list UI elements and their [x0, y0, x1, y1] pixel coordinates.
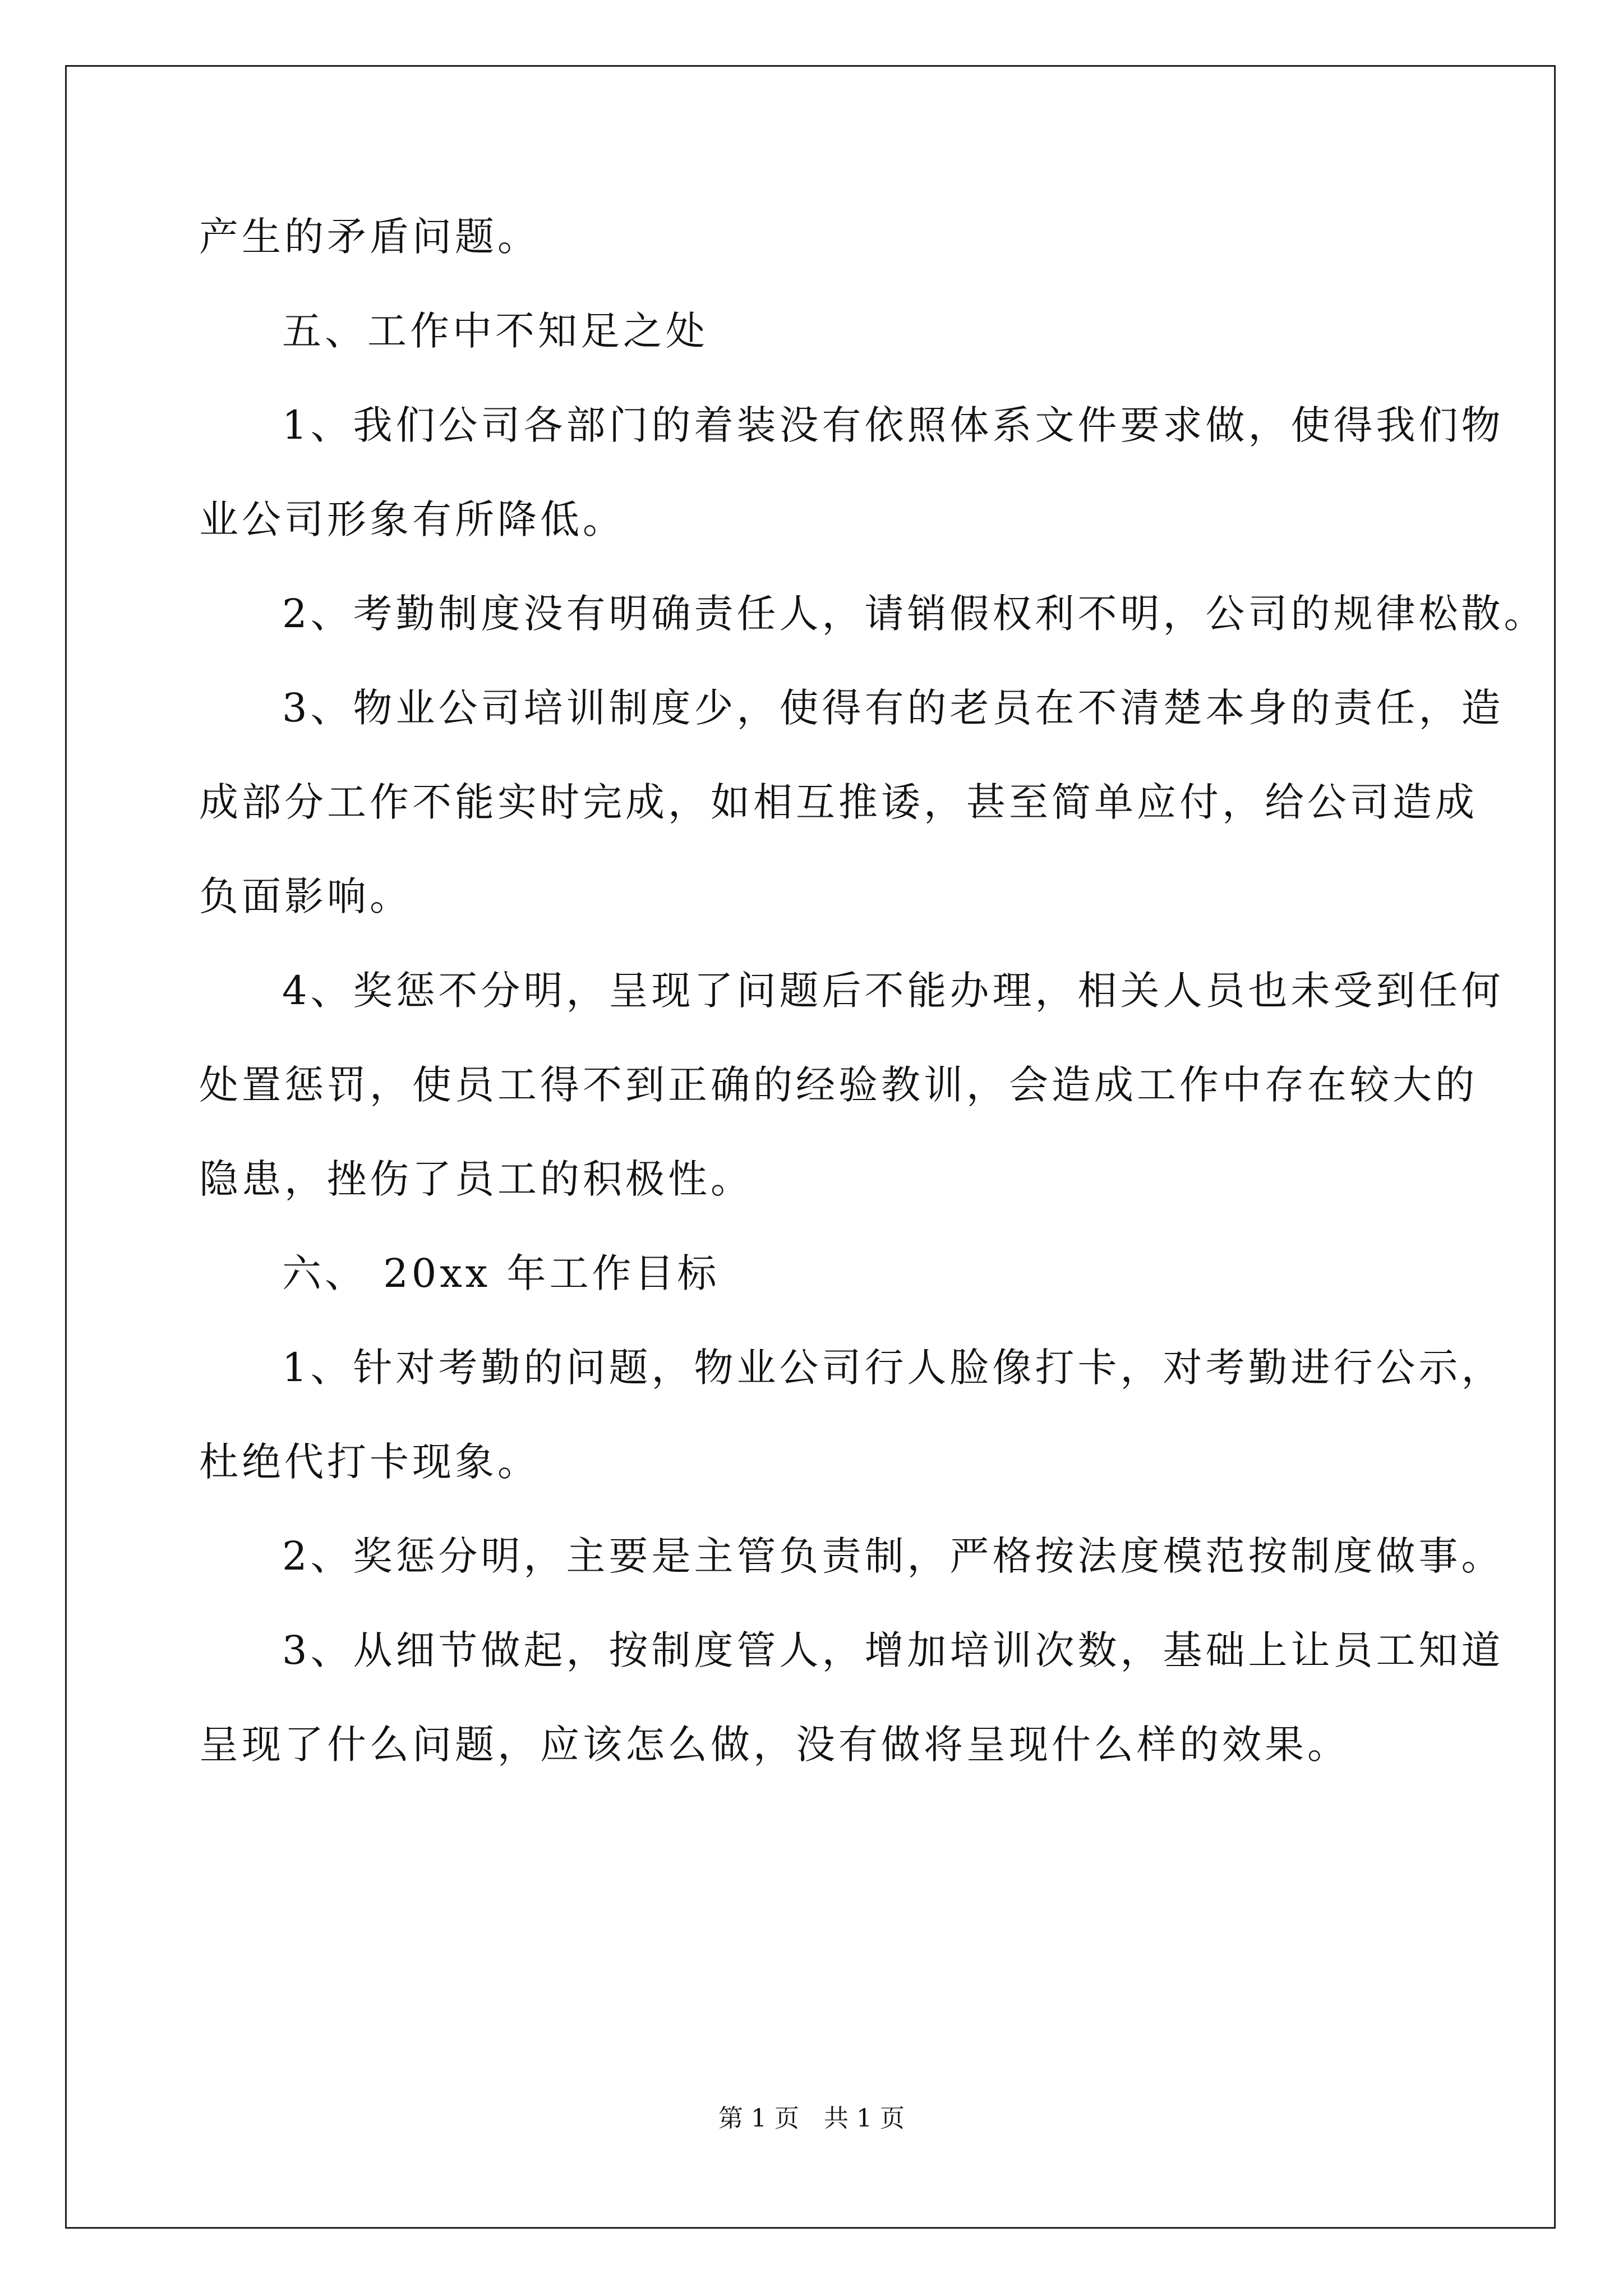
section-heading: 五、工作中不知足之处 — [282, 308, 708, 354]
paragraph-line: 杜绝代打卡现象。 — [199, 1439, 540, 1485]
paragraph-line: 1、针对考勤的问题，物业公司行人脸像打卡，对考勤进行公示， — [282, 1345, 1504, 1391]
paragraph-line: 2、考勤制度没有明确责任人，请销假权利不明，公司的规律松散。 — [282, 591, 1547, 637]
paragraph-line: 2、奖惩分明，主要是主管负责制，严格按法度模范按制度做事。 — [282, 1533, 1504, 1579]
paragraph-line: 呈现了什么问题，应该怎么做，没有做将呈现什么样的效果。 — [199, 1722, 1350, 1768]
page-number-footer: 第 1 页 共 1 页 — [718, 2104, 905, 2133]
section-heading: 六、 20xx 年工作目标 — [282, 1250, 720, 1296]
paragraph-line: 3、从细节做起，按制度管人，增加培训次数，基础上让员工知道 — [282, 1627, 1504, 1673]
paragraph-line: 3、物业公司培训制度少，使得有的老员在不清楚本身的责任，造 — [282, 685, 1504, 731]
paragraph-line: 产生的矛盾问题。 — [199, 214, 540, 260]
paragraph-line: 成部分工作不能实时完成，如相互推诿，甚至简单应付，给公司造成 — [199, 779, 1478, 825]
paragraph-line: 1、我们公司各部门的着装没有依照体系文件要求做，使得我们物 — [282, 402, 1504, 448]
page-border — [65, 65, 1556, 2229]
paragraph-line: 处置惩罚，使员工得不到正确的经验教训，会造成工作中存在较大的 — [199, 1062, 1478, 1108]
paragraph-line: 4、奖惩不分明，呈现了问题后不能办理，相关人员也未受到任何 — [282, 968, 1504, 1014]
paragraph-line: 隐患，挫伤了员工的积极性。 — [199, 1156, 753, 1202]
paragraph-line: 负面影响。 — [199, 873, 412, 919]
paragraph-line: 业公司形象有所降低。 — [199, 496, 625, 542]
